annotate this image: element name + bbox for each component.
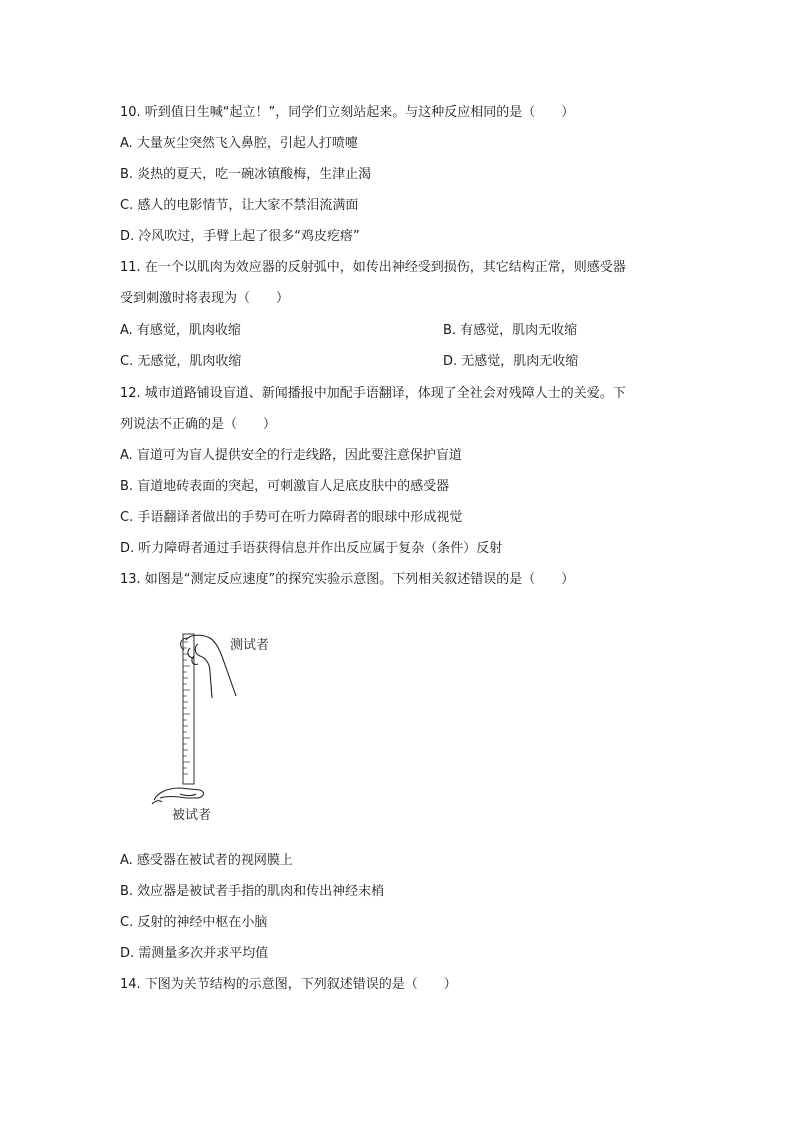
question-12-option-a: A. 盲道可为盲人提供安全的行走线路，因此要注意保护盲道	[120, 448, 462, 463]
question-13-stem: 13. 如图是“测定反应速度”的探究实验示意图。下列相关叙述错误的是（ ）	[120, 572, 575, 587]
question-12-stem-line1: 12. 城市道路铺设盲道、新闻播报中加配手语翻译，体现了全社会对残障人士的关爱。下	[120, 386, 626, 401]
ruler-icon	[183, 634, 194, 784]
question-13-option-a: A. 感受器在被试者的视网膜上	[120, 853, 293, 868]
subject-label: 被试者	[172, 808, 212, 823]
question-10-option-d: D. 冷风吹过，手臂上起了很多“鸡皮疙瘩”	[120, 229, 360, 244]
question-12-option-b: B. 盲道地砖表面的突起，可刺激盲人足底皮肤中的感受器	[120, 479, 450, 494]
question-10-option-c: C. 感人的电影情节，让大家不禁泪流满面	[120, 198, 359, 213]
ruler-drop-illustration	[150, 628, 290, 828]
question-12-stem-line2: 列说法不正确的是（ ）	[120, 417, 277, 432]
question-11-stem-line1: 11. 在一个以肌肉为效应器的反射弧中，如传出神经受到损伤，其它结构正常，则感受器	[120, 260, 626, 275]
question-12-option-c: C. 手语翻译者做出的手势可在听力障碍者的眼球中形成视觉	[120, 510, 463, 525]
question-14-stem: 14. 下图为关节结构的示意图，下列叙述错误的是（ ）	[120, 977, 457, 992]
question-11-option-b: B. 有感觉，肌肉无收缩	[443, 323, 578, 338]
subject-hand-icon	[152, 788, 203, 804]
question-11-option-d: D. 无感觉，肌肉无收缩	[443, 354, 579, 369]
question-13-option-b: B. 效应器是被试者手指的肌肉和传出神经末梢	[120, 884, 385, 899]
question-10-stem: 10. 听到值日生喊“起立！”，同学们立刻站起来。与这种反应相同的是（ ）	[120, 105, 575, 120]
question-11-option-c: C. 无感觉，肌肉收缩	[120, 354, 242, 369]
question-11-option-a: A. 有感觉，肌肉收缩	[120, 323, 241, 338]
question-10-option-b: B. 炎热的夏天，吃一碗冰镇酸梅，生津止渴	[120, 167, 372, 182]
question-11-stem-line2: 受到刺激时将表现为（ ）	[120, 291, 290, 306]
question-10-option-a: A. 大量灰尘突然飞入鼻腔，引起人打喷嚏	[120, 136, 358, 151]
question-13-option-c: C. 反射的神经中枢在小脑	[120, 915, 268, 930]
question-13-option-d: D. 需测量多次并求平均值	[120, 946, 269, 961]
tester-label: 测试者	[230, 638, 270, 653]
question-12-option-d: D. 听力障碍者通过手语获得信息并作出反应属于复杂（条件）反射	[120, 541, 503, 556]
reaction-speed-figure	[150, 628, 290, 828]
